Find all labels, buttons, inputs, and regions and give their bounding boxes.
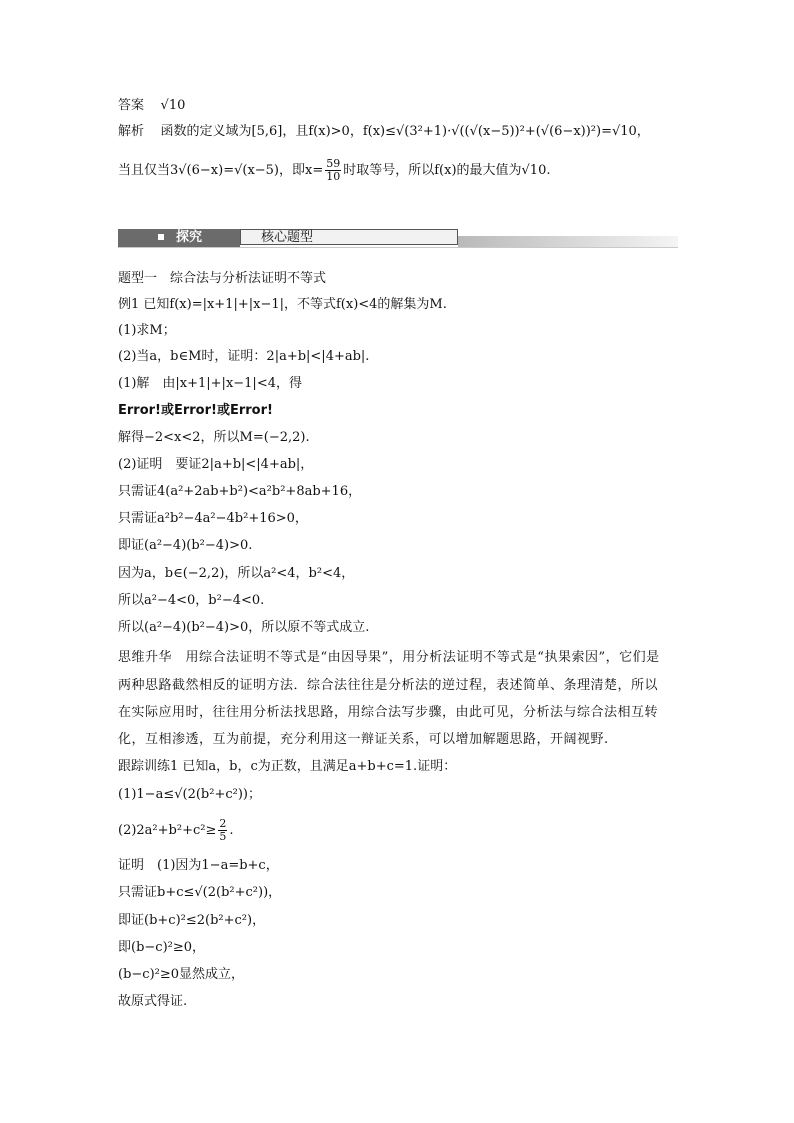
- topic-heading: 题型一 综合法与分析法证明不等式: [118, 271, 327, 286]
- fraction-denominator: 10: [326, 170, 341, 183]
- section-header-bar: [118, 229, 678, 249]
- tracking-q2: [118, 818, 234, 843]
- solution-step-4: 只需证4(a²+2ab+b²)<a²b²+8ab+16，: [118, 484, 362, 499]
- solution-step-2: 解得−2<x<2，所以M=(−2,2).: [118, 430, 310, 445]
- answer-value: √10: [160, 98, 186, 113]
- section-tab-light-label: 核心题型: [261, 230, 314, 245]
- solution-step-9: 所以(a²−4)(b²−4)>0，所以原不等式成立.: [118, 620, 370, 635]
- solution-step-1: (1)解 由|x+1|+|x−1|<4，得: [118, 376, 302, 391]
- proof-step-6: 故原式得证.: [118, 994, 188, 1009]
- analysis-text-1: 函数的定义域为[5,6]，且f(x)>0，f(x)≤√(3²+1)·√((√(x−5))²+(√(6−x))²)=√10，: [160, 124, 650, 139]
- square-bullet-icon: [158, 234, 164, 240]
- solution-step-6: 即证(a²−4)(b²−4)>0.: [118, 538, 253, 553]
- fraction-numerator: 2: [219, 817, 227, 830]
- solution-step-8: 所以a²−4<0，b²−4<0.: [118, 593, 265, 608]
- fraction-denominator: 5: [219, 830, 227, 843]
- proof-step-4: 即(b−c)²≥0，: [118, 940, 206, 955]
- thinking-line-4: 化，互相渗透，互为前提，充分利用这一辩证关系，可以增加解题思路，开阔视野.: [118, 732, 609, 747]
- question-2: (2)当a，b∈M时，证明：2|a+b|<|4+ab|.: [118, 349, 370, 364]
- tracking-exercise: 跟踪训练1 已知a，b，c为正数，且满足a+b+c=1.证明：: [118, 759, 457, 774]
- proof-step-2: 只需证b+c≤√(2(b²+c²))，: [118, 885, 282, 900]
- fraction-numerator: 59: [326, 157, 341, 170]
- solution-step-5: 只需证a²b²−4a²−4b²+16>0，: [118, 511, 308, 526]
- analysis-text-2a: 当且仅当3√(6−x)=√(x−5)，即x=: [118, 163, 324, 178]
- thinking-line-2: 两种思路截然相反的证明方法．综合法往往是分析法的逆过程，表述简单、条理清楚，所以: [118, 678, 659, 693]
- tracking-q1: (1)1−a≤√(2(b²+c²))；: [118, 787, 261, 802]
- solution-step-7: 因为a，b∈(−2,2)，所以a²<4，b²<4，: [118, 566, 355, 581]
- thinking-line-3: 在实际应用时，往往用分析法找思路，用综合法写步骤，由此可见，分析法与综合法相互转: [118, 705, 659, 720]
- section-tab-dark: [118, 229, 240, 247]
- proof-step-1: 证明 (1)因为1−a=b+c，: [118, 858, 279, 873]
- fraction-2-5: [218, 818, 227, 843]
- answer-label: 答案: [118, 98, 145, 113]
- analysis-label: 解析: [118, 124, 145, 139]
- section-divider: [118, 247, 678, 248]
- tracking-q2-end: .: [229, 823, 234, 838]
- analysis-text-2b: 时取等号，所以f(x)的最大值为√10.: [343, 163, 551, 178]
- section-tab-light: [240, 229, 458, 245]
- analysis-line-2: [118, 158, 550, 183]
- solution-step-3: (2)证明 要证2|a+b|<|4+ab|，: [118, 457, 314, 472]
- tracking-q2-text: (2)2a²+b²+c²≥: [118, 823, 217, 838]
- question-1: (1)求M；: [118, 323, 176, 338]
- example-statement: 例1 已知f(x)=|x+1|+|x−1|，不等式f(x)<4的解集为M.: [118, 297, 447, 312]
- thinking-line-1: 思维升华 用综合法证明不等式是“由因导果”，用分析法证明不等式是“执果索因”，它们是: [118, 650, 660, 665]
- analysis-line-1: [118, 124, 650, 140]
- proof-step-3: 即证(b+c)²≤2(b²+c²)，: [118, 913, 266, 928]
- fraction-59-10: [325, 158, 341, 183]
- error-line: Error!或Error!或Error!: [118, 403, 273, 418]
- section-tab-dark-label: 探究: [176, 230, 203, 245]
- proof-step-5: (b−c)²≥0显然成立，: [118, 967, 245, 982]
- section-gradient-decoration: [458, 236, 678, 247]
- answer-line: [118, 98, 185, 114]
